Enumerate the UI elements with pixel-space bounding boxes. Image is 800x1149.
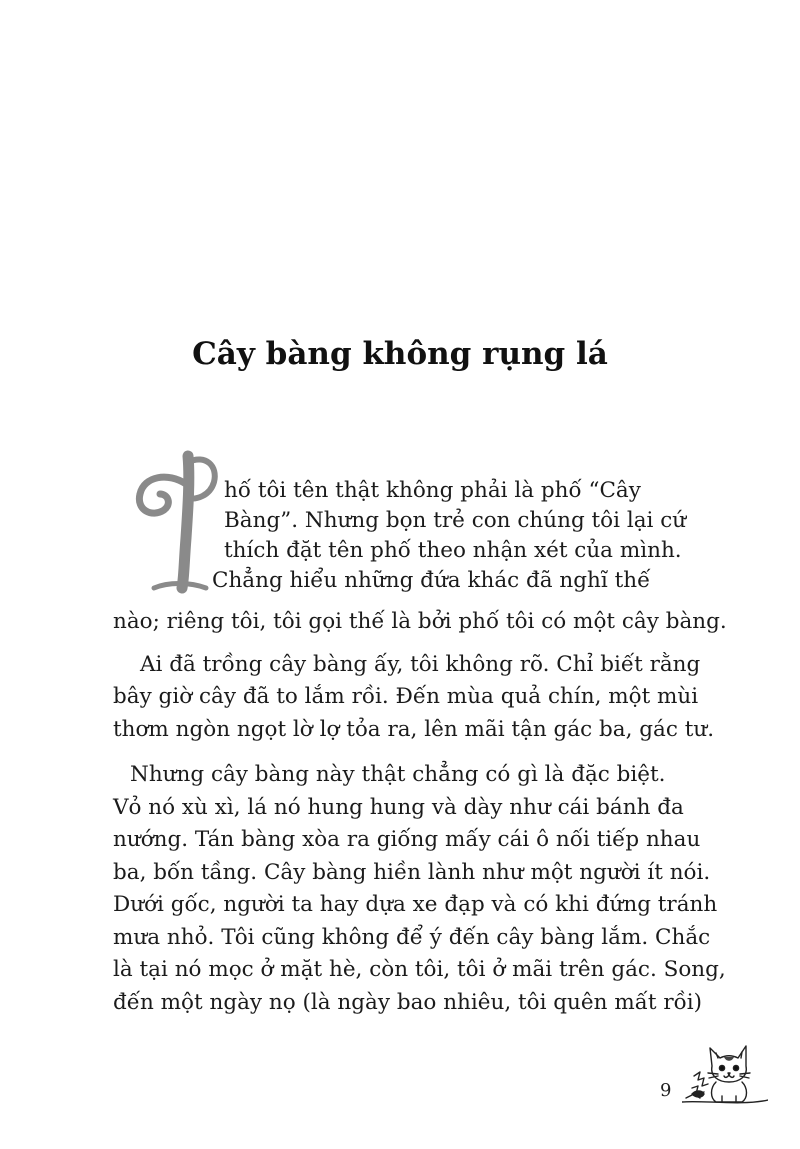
paragraph-3-line: ba, bốn tầng. Cây bàng hiền lành như một người ít nói. — [113, 860, 711, 885]
paragraph-1-line: nào; riêng tôi, tôi gọi thế là bởi phố tôi có một cây bàng. — [113, 609, 727, 634]
paragraph-2-line: Ai đã trồng cây bàng ấy, tôi không rõ. Chỉ biết rằng — [140, 652, 701, 677]
paragraph-1-line: Chẳng hiểu những đứa khác đã nghĩ thế — [212, 568, 651, 593]
page-number: 9 — [660, 1080, 672, 1101]
paragraph-2-line: bây giờ cây đã to lắm rồi. Đến mùa quả chín, một mùi — [113, 684, 699, 709]
paragraph-3-line: nướng. Tán bàng xòa ra giống mấy cái ô nối tiếp nhau — [113, 827, 701, 852]
paragraph-3-line: mưa nhỏ. Tôi cũng không để ý đến cây bàng lắm. Chắc — [113, 925, 711, 950]
paragraph-3-line: Vỏ nó xù xì, lá nó hung hung và dày như cái bánh đa — [113, 795, 684, 820]
paragraph-3-line: Nhưng cây bàng này thật chẳng có gì là đặc biệt. — [130, 762, 666, 787]
chapter-title: Cây bàng không rụng lá — [192, 336, 608, 372]
paragraph-1-line: hố tôi tên thật không phải là phố “Cây — [224, 478, 641, 503]
cat-illustration-icon — [682, 1036, 768, 1108]
paragraph-3-line: đến một ngày nọ (là ngày bao nhiêu, tôi quên mất rồi) — [113, 990, 703, 1015]
paragraph-3-line: Dưới gốc, người ta hay dựa xe đạp và có khi đứng tránh — [113, 892, 718, 917]
paragraph-2-line: thơm ngòn ngọt lờ lợ tỏa ra, lên mãi tận gác ba, gác tư. — [113, 717, 715, 742]
drop-cap-letter — [128, 448, 220, 596]
paragraph-3-line: là tại nó mọc ở mặt hè, còn tôi, tôi ở mãi trên gác. Song, — [113, 957, 726, 982]
paragraph-1-line: Bàng”. Nhưng bọn trẻ con chúng tôi lại cứ — [224, 508, 687, 533]
paragraph-1-line: thích đặt tên phố theo nhận xét của mình. — [224, 538, 682, 563]
